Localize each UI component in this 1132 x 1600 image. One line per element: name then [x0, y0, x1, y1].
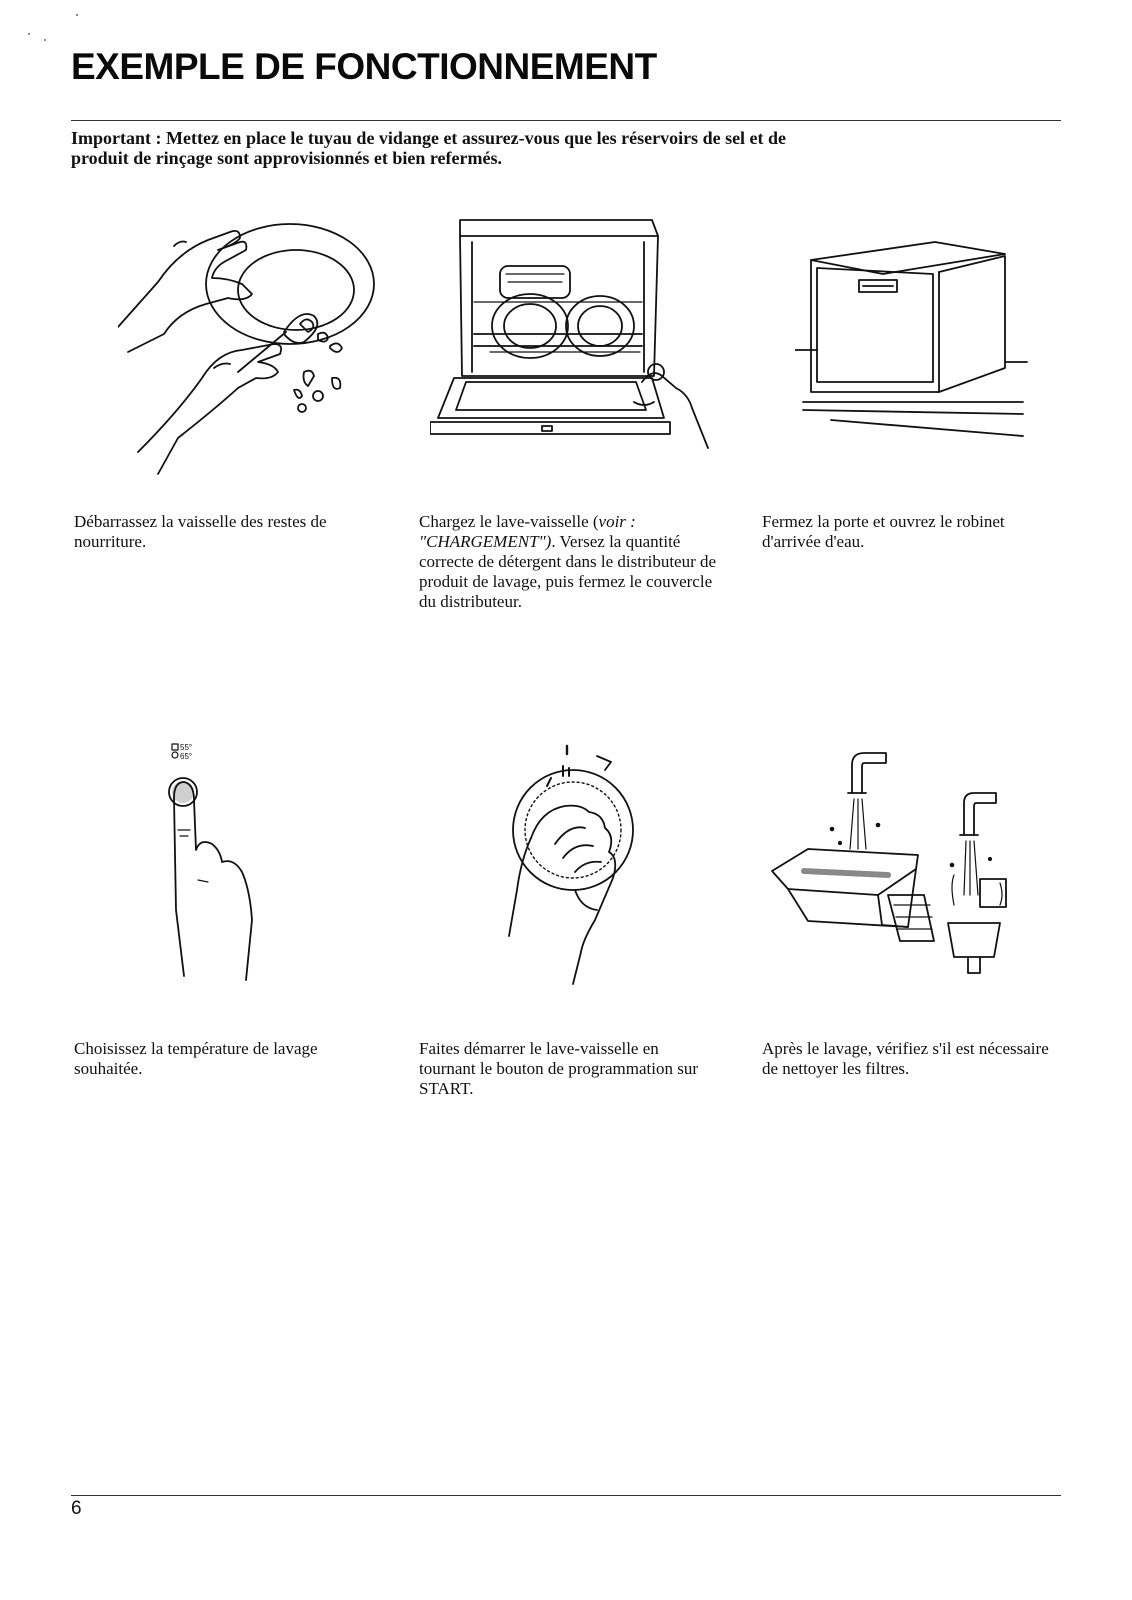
step-2-caption — [419, 512, 719, 612]
step-2-caption-ref: "CHARGEMENT") — [419, 532, 552, 551]
step-5-caption: Faites démarrer le lave-vaisselle en tournant le bouton de programmation sur START. — [419, 1039, 699, 1098]
step-6-caption: Après le lavage, vérifiez s'il est nécessaire de nettoyer les filtres. — [762, 1039, 1049, 1078]
closed-dishwasher-icon — [795, 238, 1035, 443]
finger-pressing-button-icon — [150, 740, 280, 985]
temp-mark-65: 65° — [180, 752, 193, 761]
hand-scraping-plate-icon — [118, 212, 378, 487]
scan-speck — [44, 39, 46, 41]
step-2-caption-text-after: . Versez la quantité correcte de détergent dans le distributeur de produit de lavage, puis fermez le couvercle du distributeur. — [419, 532, 717, 611]
scan-speck — [76, 14, 78, 16]
footer-divider — [71, 1495, 1061, 1496]
rinsing-filters-icon — [768, 745, 1038, 985]
step-1-caption: Débarrassez la vaisselle des restes de nourriture. — [74, 512, 327, 551]
page-number: 6 — [71, 1498, 82, 1519]
important-note: Important : Mettez en place le tuyau de vidange et assurez-vous que les réservoirs de sel et de produit de rinçage sont approvisionnés et bien refermés. — [71, 128, 787, 168]
step-3-caption: Fermez la porte et ouvrez le robinet d'arrivée d'eau. — [762, 512, 1005, 551]
step-2-caption-text: Chargez le lave-vaisselle ( — [419, 512, 599, 531]
title-divider — [71, 120, 1061, 121]
scan-speck — [28, 33, 30, 35]
step-2-caption-ref-label: voir : — [598, 512, 636, 531]
temp-mark-55: 55° — [180, 743, 193, 752]
hand-turning-knob-icon — [485, 740, 645, 1000]
page-title: EXEMPLE DE FONCTIONNEMENT — [71, 46, 657, 87]
step-4-caption: Choisissez la température de lavage souhaitée. — [74, 1039, 318, 1078]
loading-dishwasher-icon — [430, 212, 720, 457]
